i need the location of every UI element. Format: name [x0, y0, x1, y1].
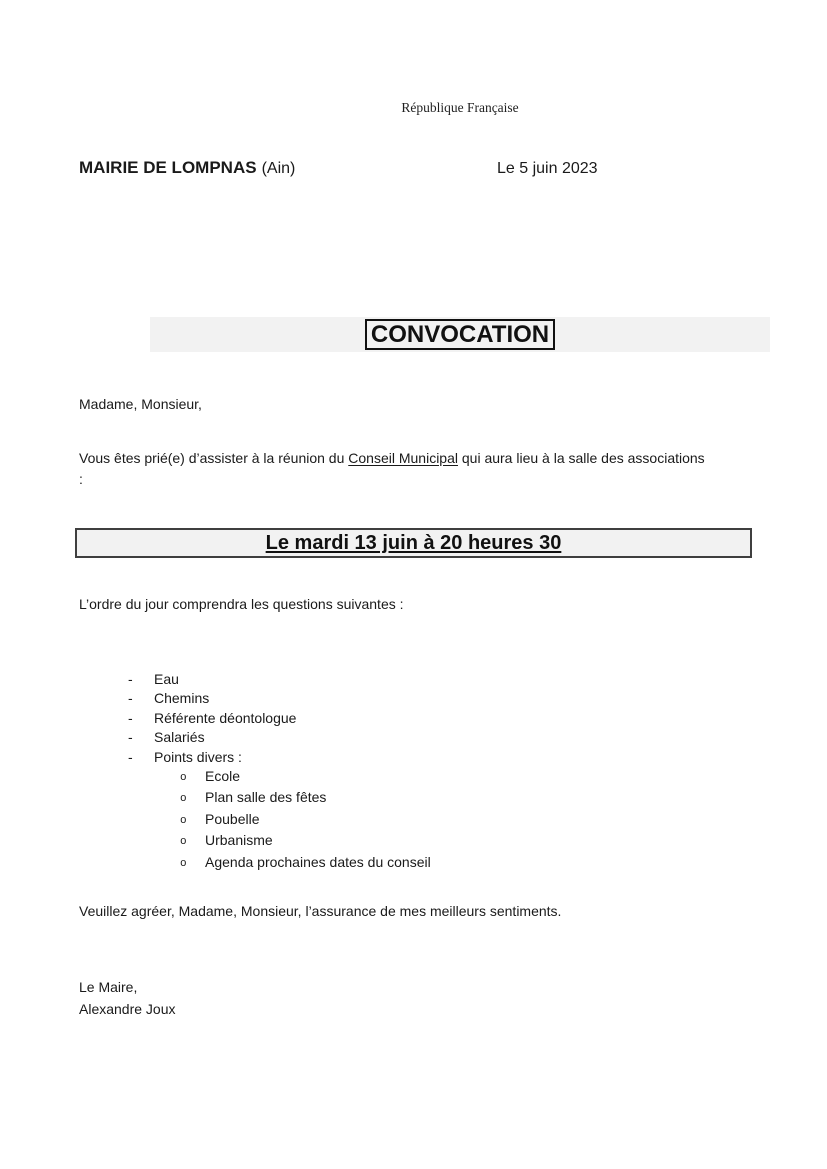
circle-bullet: o [180, 814, 187, 827]
agenda-item-label: Référente déontologue [154, 709, 297, 726]
agenda-item-label: Salariés [154, 729, 205, 746]
closing-sentence: Veuillez agréer, Madame, Monsieur, l’assurance de mes meilleurs sentiments. [79, 903, 562, 919]
convocation-banner [150, 317, 770, 352]
circle-bullet: o [180, 836, 187, 849]
dash-bullet: - [128, 729, 133, 746]
letter-date: Le 5 juin 2023 [497, 160, 598, 177]
agenda-list [128, 670, 431, 874]
agenda-sub-item-label: Urbanisme [205, 832, 273, 849]
signature-block [79, 976, 176, 1020]
agenda-item [128, 709, 431, 728]
mairie-name: MAIRIE DE LOMPNAS [79, 158, 257, 177]
agenda-sub-item [180, 810, 431, 831]
signature-name: Alexandre Joux [79, 1001, 176, 1017]
agenda-sub-item-label: Agenda prochaines dates du conseil [205, 853, 431, 870]
agenda-item [128, 728, 431, 747]
agenda-sub-item [180, 831, 431, 852]
intro-paragraph [79, 448, 705, 490]
agenda-item [128, 689, 431, 708]
agenda-item-label: Chemins [154, 690, 210, 707]
mairie-departement: (Ain) [261, 160, 296, 177]
conseil-municipal-underlined: Conseil Municipal [348, 450, 458, 466]
intro-colon: : [79, 471, 83, 487]
agenda-sub-item-label: Plan salle des fêtes [205, 789, 327, 806]
intro-text-after: qui aura lieu à la salle des associations [457, 450, 705, 466]
agenda-sub-item-label: Poubelle [205, 810, 260, 827]
meeting-datetime: Le mardi 13 juin à 20 heures 30 [265, 531, 562, 554]
circle-bullet: o [180, 793, 187, 806]
agenda-sub-item [180, 788, 431, 809]
circle-bullet: o [180, 772, 187, 785]
agenda-intro: L’ordre du jour comprendra les questions suivantes : [79, 596, 404, 612]
dash-bullet: - [128, 690, 133, 707]
intro-text-before: Vous êtes prié(e) d’assister à la réunion du [79, 450, 349, 466]
agenda-item [128, 670, 431, 689]
signature-role: Le Maire, [79, 979, 138, 995]
republique-header: République Française [401, 100, 519, 115]
circle-bullet: o [180, 857, 187, 870]
dash-bullet: - [128, 709, 133, 726]
mairie-header [79, 158, 295, 178]
dash-bullet: - [128, 671, 133, 687]
dash-bullet: - [128, 748, 133, 765]
agenda-item-label: Points divers : [154, 748, 242, 765]
agenda-sub-item [180, 853, 431, 874]
agenda-item [128, 748, 431, 767]
agenda-sub-item [180, 767, 431, 788]
meeting-date-banner [75, 528, 752, 558]
intro-line [79, 448, 705, 469]
agenda-sub-item-label: Ecole [205, 768, 241, 785]
convocation-title: CONVOCATION [365, 319, 555, 350]
salutation: Madame, Monsieur, [79, 396, 202, 412]
agenda-item-label: Eau [154, 671, 179, 687]
